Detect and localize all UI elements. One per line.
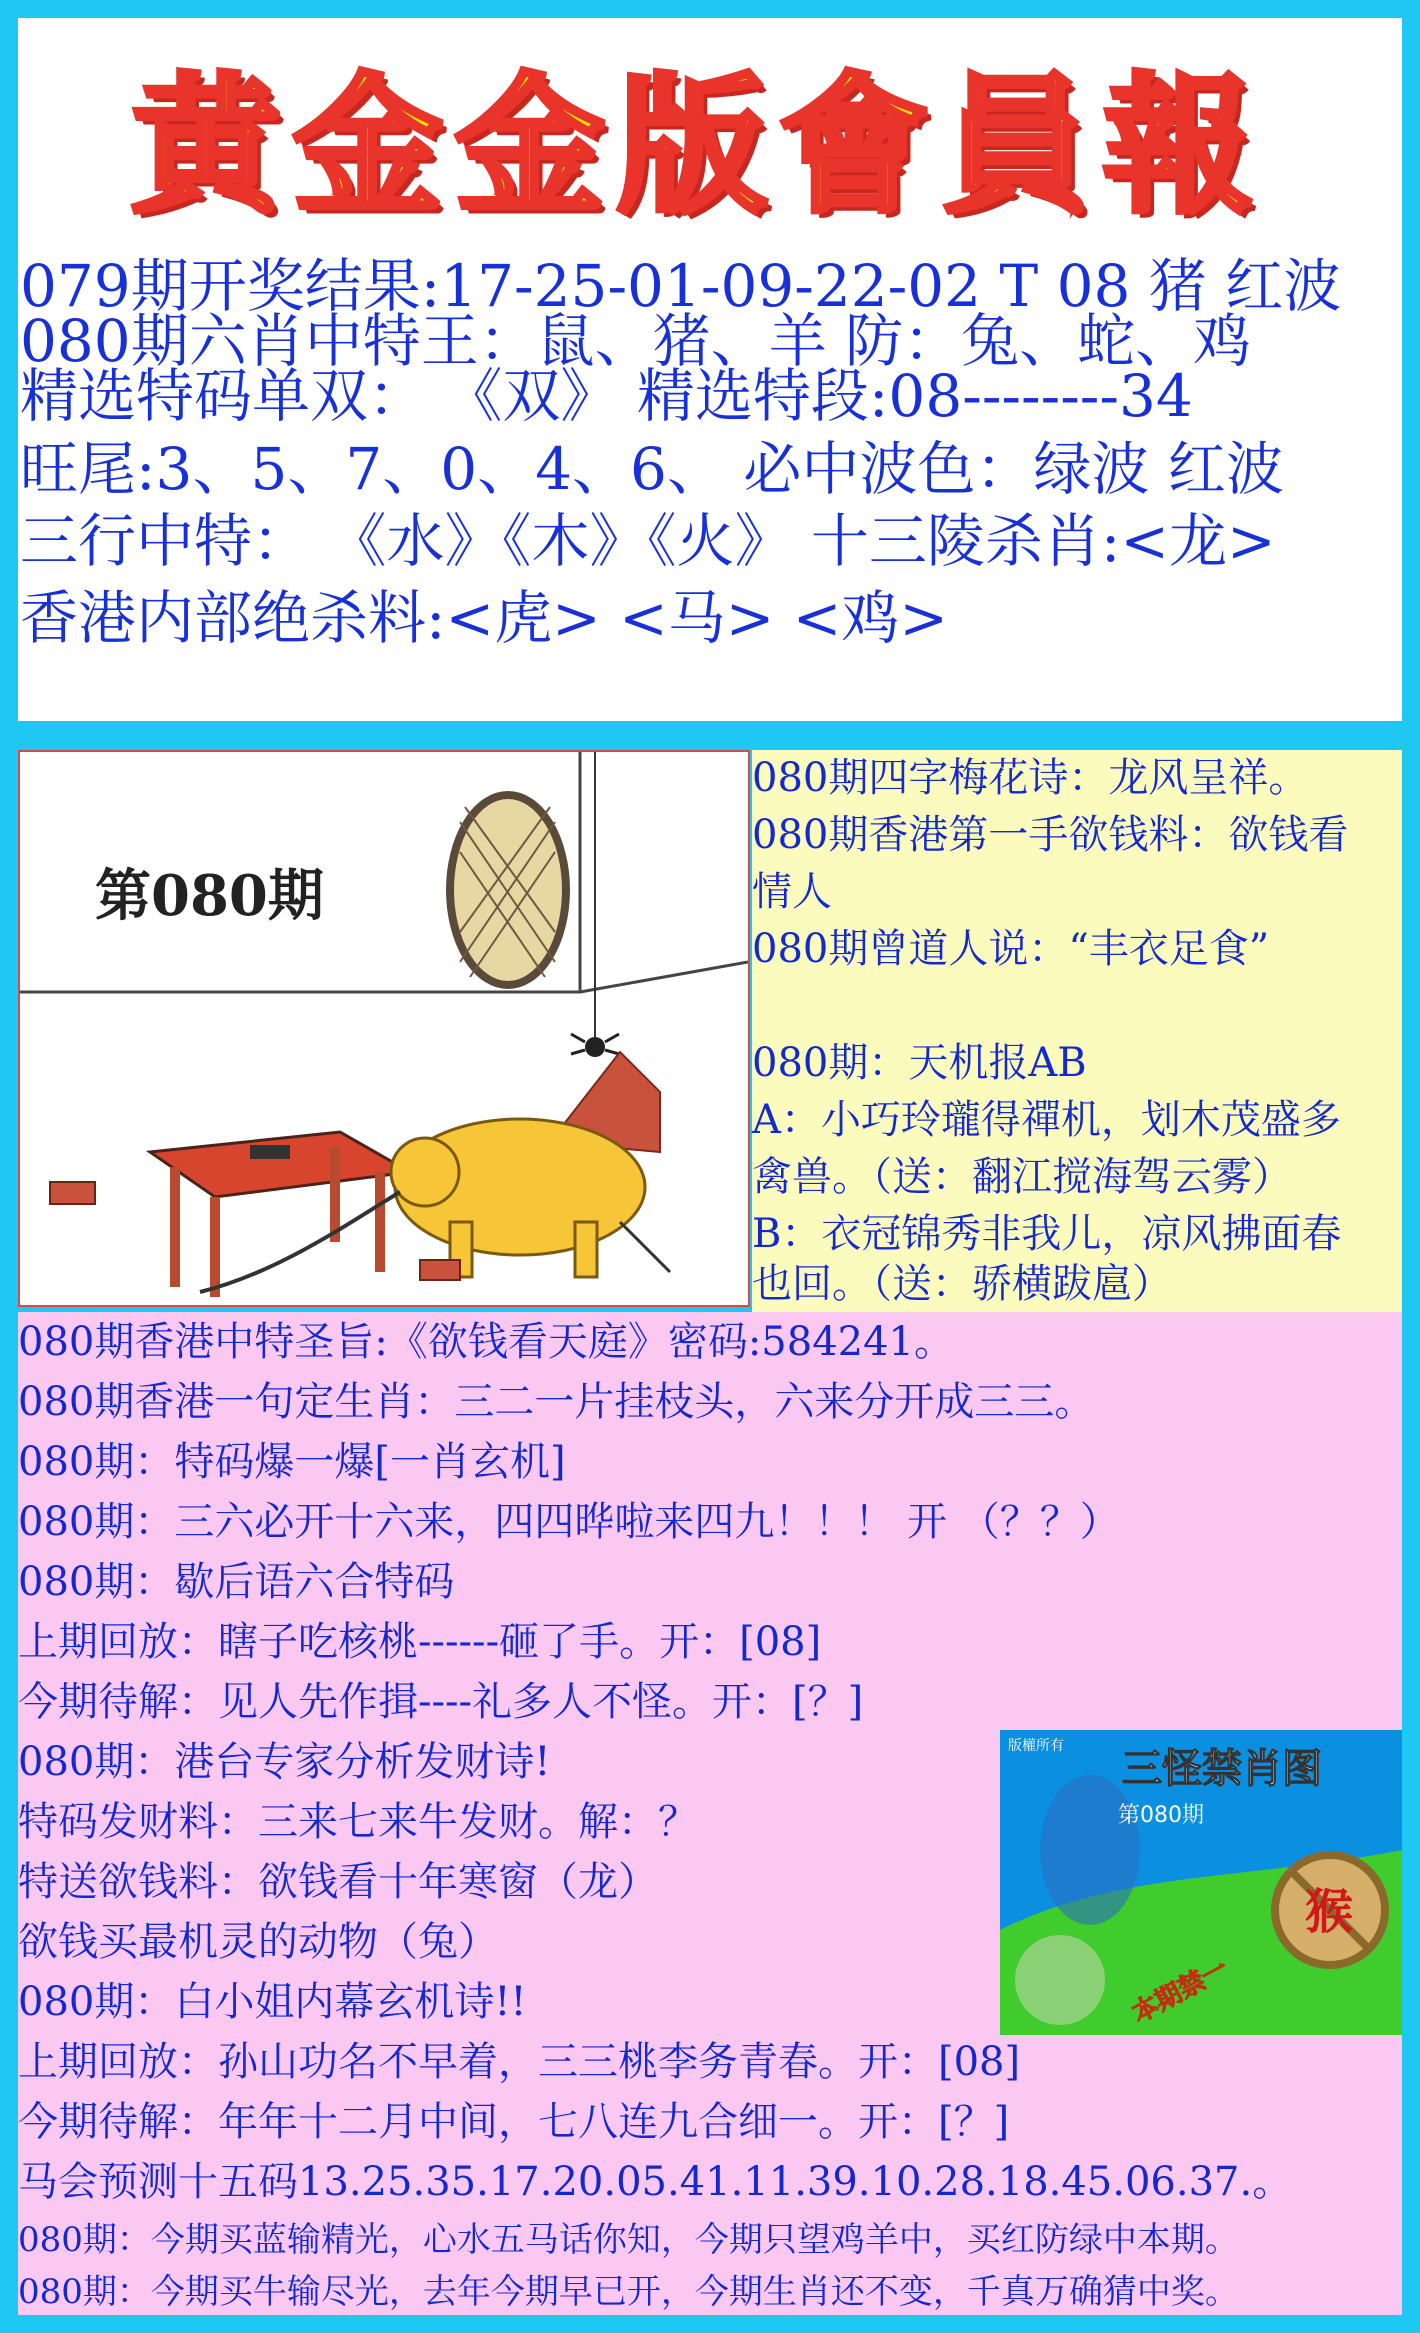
round-window <box>450 795 566 985</box>
bottom-line-17: 080期：今期买牛输尽光，去年今期早已开，今期生肖还不变，千真万确猜中奖。 <box>18 2272 1239 2312</box>
bottom-line-7: 今期待解：见人先作揖----礼多人不怪。开：[？] <box>18 1679 864 1725</box>
poem-line-1: 080期四字梅花诗：龙风呈祥。 <box>752 755 1309 801</box>
cartoon-panel <box>18 750 750 1307</box>
header-panel <box>18 18 1402 721</box>
bottom-line-14: 今期待解：年年十二月中间，七八连九合细一。开：[？] <box>18 2099 1010 2145</box>
bottom-line-4: 080期：三六必开十六来，四四晔啦来四九！！！ 开 （？？） <box>18 1499 1120 1545</box>
ban-zodiac-inset <box>1000 1730 1402 2035</box>
poem-line-7: A：小巧玲瓏得禪机，划木茂盛多 <box>752 1097 1341 1143</box>
bottom-line-12: 080期：白小姐内幕玄机诗!! <box>18 1979 527 2025</box>
inset-stamp: 猴 <box>1305 1884 1354 1940</box>
bottom-line-13: 上期回放：孙山功名不早着，三三桃李务青春。开：[08] <box>18 2039 1021 2085</box>
poem-line-10: 也回。（送：骄横跋扈） <box>752 1261 1172 1307</box>
bottom-line-2: 080期香港一句定生肖：三二一片挂枝头，六来分开成三三。 <box>18 1379 1095 1425</box>
bottom-line-15: 马会预测十五码13.25.35.17.20.05.41.11.39.10.28.18.45.06.37.。 <box>18 2159 1293 2205</box>
poem-line-6: 080期：天机报AB <box>752 1040 1087 1086</box>
page-title <box>78 38 1318 234</box>
header-line-3: 精选特码单双： 《双》 精选特段:08--------34 <box>20 362 1193 430</box>
inset-issue: 第080期 <box>1118 1803 1204 1828</box>
poem-line-4: 080期曾道人说：“丰衣足食” <box>752 926 1270 972</box>
bottom-line-6: 上期回放：瞎子吃核桃------砸了手。开：[08] <box>18 1619 822 1665</box>
inset-corner-text: 版權所有 <box>1008 1738 1064 1754</box>
title-text: 黄金金版會員報 <box>130 60 1265 234</box>
poem-line-3: 情人 <box>752 869 832 915</box>
header-line-6: 香港内部绝杀料:<虎> <马> <鸡> <box>20 584 949 652</box>
bottom-line-3: 080期：特码爆一爆[一肖玄机] <box>18 1439 566 1485</box>
bottom-line-5: 080期：歇后语六合特码 <box>18 1559 455 1605</box>
bottom-line-9: 特码发财料：三来七来牛发财。解：？ <box>18 1799 698 1845</box>
bottom-line-11: 欲钱买最机灵的动物（兔） <box>18 1919 498 1965</box>
spider-icon <box>571 1034 619 1057</box>
inset-ban-text: 本期禁一 <box>1127 1953 1234 2030</box>
poem-panel <box>752 750 1402 1312</box>
header-line-1: 079期开奖结果:17-25-01-09-22-02 T 08 猪 红波 <box>20 252 1342 320</box>
pig-illustration <box>391 1119 645 1277</box>
bottom-line-10: 特送欲钱料：欲钱看十年寒窗（龙） <box>18 1859 658 1905</box>
bottom-line-8: 080期：港台专家分析发财诗! <box>18 1739 551 1785</box>
header-line-2: 080期六肖中特王：鼠、猪、羊 防：兔、蛇、鸡 <box>20 307 1252 375</box>
inset-title: 三怪禁肖图 <box>1122 1746 1322 1792</box>
cartoon-issue-label: 第080期 <box>95 863 324 929</box>
bottom-line-16: 080期：今期买蓝输精光，心水五马话你知，今期只望鸡羊中，买红防绿中本期。 <box>18 2220 1239 2260</box>
poem-line-2: 080期香港第一手欲钱料：欲钱看 <box>752 812 1349 858</box>
cartoon-illustration <box>20 752 748 1305</box>
table <box>150 1132 410 1297</box>
header-line-5: 三行中特： 《水》《木》《火》 十三陵杀肖:<龙> <box>20 507 1276 575</box>
poem-line-8: 禽兽。（送：翻江搅海驾云雾） <box>752 1154 1292 1200</box>
poem-line-9: B：衣冠锦秀非我儿，凉风拂面春 <box>752 1211 1342 1257</box>
bottom-line-1: 080期香港中特圣旨:《欲钱看天庭》密码:584241。 <box>18 1319 954 1365</box>
header-line-4: 旺尾:3、5、7、0、4、6、 必中波色：绿波 红波 <box>20 435 1284 503</box>
inset-graphic <box>1000 1730 1402 2035</box>
